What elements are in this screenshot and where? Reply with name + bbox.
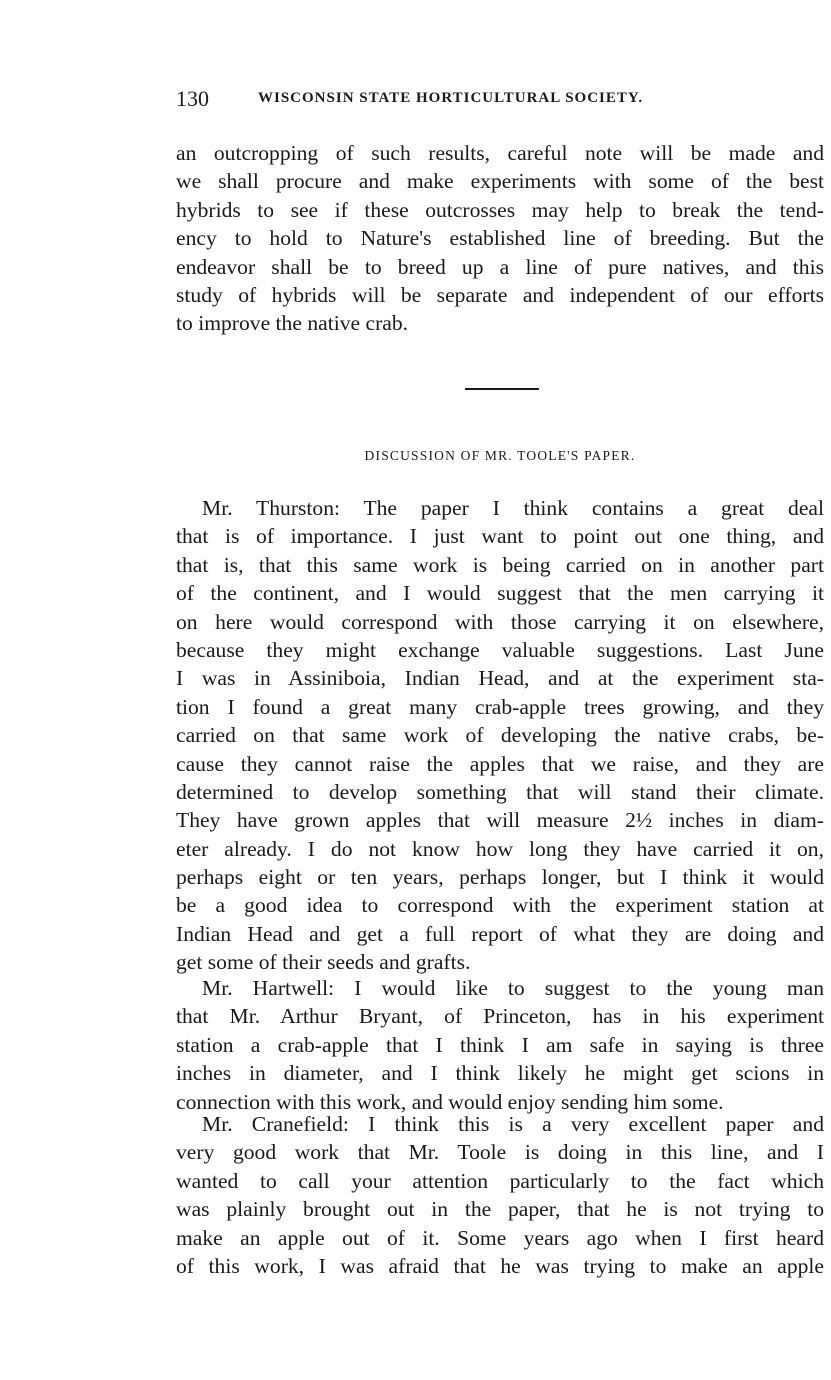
text-line: of the continent, and I would suggest that the men carrying it: [176, 581, 824, 606]
text-line: that is, that this same work is being carried on in another part: [176, 552, 824, 577]
text-line: an outcropping of such results, careful note will be made and: [176, 141, 824, 165]
text-line: connection with this work, and would enjoy sending him some.: [176, 1089, 724, 1114]
page-number: 130: [176, 86, 209, 111]
text-line: eter already. I do not know how long they have carried it on,: [176, 836, 824, 861]
text-line: endeavor shall be to breed up a line of pure natives, and this: [176, 254, 824, 279]
text-line: that is of importance. I just want to point out one thing, and: [176, 524, 824, 549]
paragraph-hartwell: [176, 974, 824, 1116]
section-divider: [465, 388, 539, 390]
text-line: study of hybrids will be separate and independent of our efforts: [176, 282, 824, 307]
text-line: Indian Head and get a full report of what they are doing and: [176, 921, 824, 946]
text-line: inches in diameter, and I think likely he might get scions in: [176, 1061, 824, 1086]
text-line: very good work that Mr. Toole is doing in this line, and I: [176, 1140, 824, 1165]
text-line: ency to hold to Nature's established line of breeding. But the: [176, 226, 824, 251]
text-line: we shall procure and make experiments with some of the best: [176, 169, 824, 194]
text-line: determined to develop something that will stand their climate.: [176, 779, 824, 804]
text-line: of this work, I was afraid that he was trying to make an apple: [176, 1253, 824, 1278]
section-heading: DISCUSSION OF MR. TOOLE'S PAPER.: [364, 448, 636, 463]
text-line: [176, 974, 824, 1002]
running-head: [176, 86, 776, 116]
text-line-content: Mr. Thurston: The paper I think contains a great deal: [202, 496, 824, 520]
text-line-content: Mr. Cranefield: I think this is a very excellent paper and: [202, 1112, 824, 1136]
text-line: because they might exchange valuable suggestions. Last June: [176, 637, 824, 662]
text-line: carried on that same work of developing the native crabs, be-: [176, 723, 824, 748]
text-line: cause they cannot raise the apples that we raise, and they are: [176, 751, 824, 776]
text-line: tion I found a great many crab-apple trees growing, and they: [176, 694, 824, 719]
text-line: wanted to call your attention particularly to the fact which: [176, 1168, 824, 1193]
text-line: I was in Assiniboia, Indian Head, and at the experiment sta-: [176, 666, 824, 691]
text-line: [176, 494, 824, 522]
text-line: that Mr. Arthur Bryant, of Princeton, has in his experiment: [176, 1004, 824, 1029]
running-title: WISCONSIN STATE HORTICULTURAL SOCIETY.: [258, 90, 644, 106]
text-line: to improve the native crab.: [176, 311, 409, 336]
text-line: make an apple out of it. Some years ago when I first heard: [176, 1225, 824, 1250]
text-line: get some of their seeds and grafts.: [176, 950, 471, 975]
text-line: hybrids to see if these outcrosses may help to break the tend-: [176, 197, 824, 222]
paragraph-thurston: [176, 494, 824, 977]
paragraph-cranefield: [176, 1110, 824, 1280]
text-line: [176, 1110, 824, 1138]
text-line: station a crab-apple that I think I am safe in saying is three: [176, 1032, 824, 1057]
text-line: be a good idea to correspond with the experiment station at: [176, 893, 824, 918]
text-line: perhaps eight or ten years, perhaps longer, but I think it would: [176, 865, 824, 890]
text-line-content: Mr. Hartwell: I would like to suggest to the young man: [202, 976, 824, 1000]
text-line: was plainly brought out in the paper, that he is not trying to: [176, 1197, 824, 1222]
text-line: They have grown apples that will measure 2½ inches in diam-: [176, 808, 824, 833]
paragraph-continuation: [176, 139, 824, 338]
text-line: on here would correspond with those carrying it on elsewhere,: [176, 609, 824, 634]
